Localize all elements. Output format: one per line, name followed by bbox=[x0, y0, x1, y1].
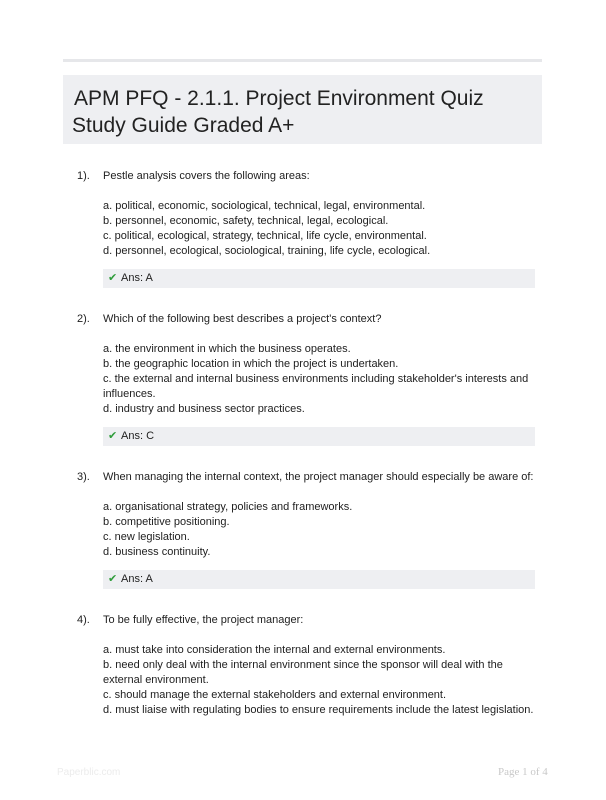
option-b: b. need only deal with the internal environment since the sponsor will deal with the external environment. bbox=[103, 659, 503, 686]
option-d: d. personnel, ecological, sociological, training, life cycle, ecological. bbox=[103, 245, 431, 257]
options-list bbox=[103, 342, 543, 417]
document-title-box bbox=[63, 75, 542, 144]
question-text: Which of the following best describes a project's context? bbox=[103, 313, 382, 325]
top-divider bbox=[63, 59, 542, 62]
option-a: a. organisational strategy, policies and frameworks. bbox=[103, 501, 353, 513]
question-number: 3). bbox=[77, 471, 90, 483]
answer-box bbox=[103, 269, 535, 288]
document-title-line1: APM PFQ - 2.1.1. Project Environment Quiz bbox=[74, 87, 484, 110]
answer-box bbox=[103, 570, 535, 589]
checkmark-icon: ✔ bbox=[108, 573, 118, 585]
option-a: a. political, economic, sociological, technical, legal, environmental. bbox=[103, 200, 426, 212]
footer-watermark: Paperblic.com bbox=[57, 767, 121, 778]
option-c: c. political, ecological, strategy, technical, life cycle, environmental. bbox=[103, 230, 427, 242]
options-list bbox=[103, 500, 543, 560]
question-text: To be fully effective, the project manager: bbox=[103, 614, 304, 626]
checkmark-icon: ✔ bbox=[108, 272, 118, 284]
options-list bbox=[103, 643, 543, 718]
option-d: d. industry and business sector practices. bbox=[103, 403, 305, 415]
option-c: c. new legislation. bbox=[103, 531, 190, 543]
options-list bbox=[103, 199, 543, 259]
question-text: When managing the internal context, the project manager should especially be aware of: bbox=[103, 471, 534, 483]
answer-box bbox=[103, 427, 535, 446]
option-d: d. business continuity. bbox=[103, 546, 211, 558]
page-indicator: Page 1 of 4 bbox=[498, 766, 548, 778]
option-d: d. must liaise with regulating bodies to ensure requirements include the latest legislation. bbox=[103, 704, 534, 716]
question-number: 2). bbox=[77, 313, 90, 325]
option-c: c. should manage the external stakeholders and external environment. bbox=[103, 689, 447, 701]
question-number: 4). bbox=[77, 614, 90, 626]
question-text: Pestle analysis covers the following areas: bbox=[103, 170, 310, 182]
answer-label: Ans: A bbox=[121, 272, 153, 284]
option-b: b. personnel, economic, safety, technical, legal, ecological. bbox=[103, 215, 389, 227]
answer-label: Ans: A bbox=[121, 573, 153, 585]
checkmark-icon: ✔ bbox=[108, 430, 118, 442]
option-b: b. competitive positioning. bbox=[103, 516, 230, 528]
option-b: b. the geographic location in which the project is undertaken. bbox=[103, 358, 399, 370]
option-a: a. the environment in which the business operates. bbox=[103, 343, 351, 355]
option-c: c. the external and internal business environments including stakeholder's interests and influences. bbox=[103, 373, 529, 400]
question-number: 1). bbox=[77, 170, 90, 182]
answer-label: Ans: C bbox=[121, 430, 155, 442]
option-a: a. must take into consideration the internal and external environments. bbox=[103, 644, 446, 656]
document-title-line2: Study Guide Graded A+ bbox=[72, 114, 295, 137]
